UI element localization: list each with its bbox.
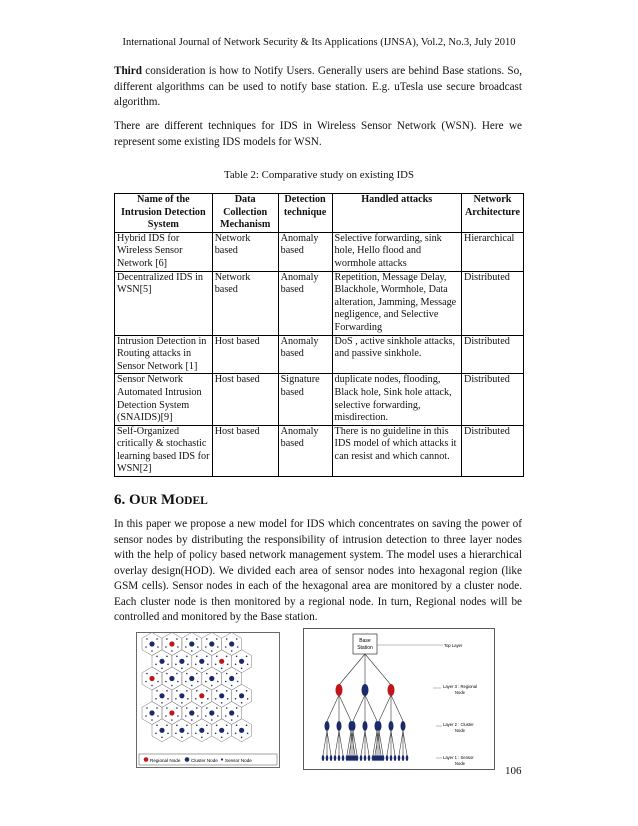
sensor-node bbox=[156, 707, 158, 709]
sensor-node bbox=[166, 690, 168, 692]
table-cell: Distributed bbox=[461, 374, 523, 425]
sensor-node bbox=[206, 725, 208, 727]
sensor-node bbox=[185, 681, 187, 683]
hierarchy-tree-figure bbox=[303, 628, 495, 770]
sensor-node bbox=[226, 638, 228, 640]
table-row bbox=[115, 374, 524, 425]
sensor-node bbox=[334, 755, 337, 761]
sensor-node bbox=[151, 719, 153, 721]
sensor-node bbox=[176, 725, 178, 727]
sensor-node bbox=[386, 755, 389, 761]
sensor-node bbox=[175, 733, 177, 735]
table-cell: Anomaly based bbox=[278, 335, 332, 374]
sensor-node bbox=[186, 690, 188, 692]
sensor-node bbox=[151, 685, 153, 687]
table-header-row bbox=[115, 194, 524, 233]
cluster-node bbox=[199, 728, 204, 733]
table-cell: Self-Organized critically & stochastic learning based IDS for WSN[2] bbox=[115, 425, 213, 476]
sensor-node bbox=[157, 715, 159, 717]
sensor-node bbox=[246, 725, 248, 727]
sensor-node bbox=[330, 755, 333, 761]
table-cell: Selective forwarding, sink hole, Hello flood and wormhole attacks bbox=[332, 232, 461, 271]
sensor-node bbox=[237, 646, 239, 648]
table-cell: Host based bbox=[212, 374, 278, 425]
layer-label: Layer 2 : Cluster bbox=[443, 722, 474, 727]
sensor-node bbox=[157, 681, 159, 683]
sensor-node bbox=[241, 702, 243, 704]
section-title-cap: M bbox=[161, 492, 176, 508]
sensor-node bbox=[171, 685, 173, 687]
sensor-node bbox=[166, 656, 168, 658]
sensor-node bbox=[390, 755, 393, 761]
cluster-node bbox=[337, 721, 342, 731]
table-caption: Table 2: Comparative study on existing IDS bbox=[224, 169, 414, 181]
sensor-node bbox=[186, 656, 188, 658]
table-cell: duplicate nodes, flooding, Black hole, Sink hole attack, selective forwarding, misdirection. bbox=[332, 374, 461, 425]
cluster-node bbox=[377, 721, 382, 731]
header-cell: Name of the Intrusion Detection System bbox=[115, 194, 213, 233]
sensor-node bbox=[195, 698, 197, 700]
sensor-node bbox=[196, 673, 198, 675]
table-cell: Decentralized IDS in WSN[5] bbox=[115, 271, 213, 335]
sensor-node bbox=[175, 664, 177, 666]
sensor-node bbox=[146, 673, 148, 675]
paragraph-third-consideration bbox=[114, 64, 522, 111]
sensor-node bbox=[176, 707, 178, 709]
sensor-node bbox=[227, 698, 229, 700]
sensor-node bbox=[235, 733, 237, 735]
header-cell: Detection technique bbox=[278, 194, 332, 233]
cluster-node bbox=[229, 710, 234, 715]
sensor-node bbox=[195, 733, 197, 735]
sensor-node bbox=[166, 707, 168, 709]
table-row bbox=[115, 232, 524, 271]
table-cell: Intrusion Detection in Routing attacks in Sensor Network [1] bbox=[115, 335, 213, 374]
base-station-box bbox=[353, 634, 377, 654]
sensor-node bbox=[155, 698, 157, 700]
section-title-small: UR bbox=[140, 495, 158, 507]
base-station-label: Station bbox=[357, 645, 373, 651]
table-cell: Distributed bbox=[461, 271, 523, 335]
header-cell: Network Architecture bbox=[461, 194, 523, 233]
sensor-node bbox=[236, 690, 238, 692]
sensor-node bbox=[206, 638, 208, 640]
cluster-node bbox=[169, 676, 174, 681]
sensor-node bbox=[171, 650, 173, 652]
sensor-node bbox=[236, 656, 238, 658]
sensor-node bbox=[326, 755, 329, 761]
cluster-node bbox=[149, 641, 154, 646]
running-header: International Journal of Network Security & Its Applications (IJNSA), Vol.2, No.3, July 2010 bbox=[122, 37, 516, 48]
sensor-node bbox=[217, 681, 219, 683]
sensor-node bbox=[406, 755, 409, 761]
cluster-node bbox=[199, 659, 204, 664]
sensor-node bbox=[241, 668, 243, 670]
sensor-node bbox=[247, 733, 249, 735]
cluster-node bbox=[401, 721, 406, 731]
sensor-node bbox=[166, 673, 168, 675]
sensor-node bbox=[156, 725, 158, 727]
sensor-node bbox=[196, 690, 198, 692]
sensor-node bbox=[231, 685, 233, 687]
sensor-node bbox=[167, 733, 169, 735]
sensor-node bbox=[236, 638, 238, 640]
sensor-node bbox=[356, 755, 359, 761]
sensor-node bbox=[145, 646, 147, 648]
section-title-cap: O bbox=[129, 492, 141, 508]
sensor-node bbox=[235, 698, 237, 700]
sensor-node bbox=[226, 707, 228, 709]
sensor-node bbox=[338, 755, 341, 761]
sensor-node bbox=[225, 715, 227, 717]
sensor-node bbox=[196, 638, 198, 640]
sensor-node bbox=[207, 664, 209, 666]
sensor-node bbox=[201, 702, 203, 704]
section-title-small: ODEL bbox=[175, 495, 208, 507]
layer-label: Node bbox=[455, 728, 466, 733]
sensor-node bbox=[246, 690, 248, 692]
sensor-node bbox=[217, 646, 219, 648]
cluster-node bbox=[209, 641, 214, 646]
sensor-node bbox=[171, 719, 173, 721]
table-cell: DoS , active sinkhole attacks, and passive sinkhole. bbox=[332, 335, 461, 374]
section-number: 6. bbox=[114, 492, 126, 508]
sensor-node bbox=[364, 755, 367, 761]
sensor-node bbox=[176, 638, 178, 640]
sensor-node bbox=[231, 650, 233, 652]
sensor-node bbox=[247, 698, 249, 700]
layer-label: Top Layer bbox=[444, 643, 463, 648]
sensor-node bbox=[151, 650, 153, 652]
cluster-node bbox=[209, 676, 214, 681]
sensor-node bbox=[348, 755, 351, 761]
sensor-node bbox=[187, 733, 189, 735]
sensor-node bbox=[166, 725, 168, 727]
cluster-node bbox=[179, 693, 184, 698]
cluster-node bbox=[229, 641, 234, 646]
sensor-node bbox=[206, 656, 208, 658]
figure-frame bbox=[137, 633, 280, 768]
header-cell: Data Collection Mechanism bbox=[212, 194, 278, 233]
sensor-node bbox=[201, 737, 203, 739]
sensor-node bbox=[211, 650, 213, 652]
sensor-node bbox=[226, 673, 228, 675]
sensor-node bbox=[195, 664, 197, 666]
sensor-node bbox=[161, 702, 163, 704]
sensor-node bbox=[187, 698, 189, 700]
sensor-node bbox=[196, 725, 198, 727]
sensor-node bbox=[185, 646, 187, 648]
sensor-node bbox=[246, 656, 248, 658]
sensor-node bbox=[176, 673, 178, 675]
cluster-node bbox=[149, 710, 154, 715]
cluster-node bbox=[325, 721, 330, 731]
table-cell: Hierarchical bbox=[461, 232, 523, 271]
sensor-node bbox=[165, 646, 167, 648]
sensor-node bbox=[205, 715, 207, 717]
cluster-node bbox=[351, 721, 356, 731]
sensor-node bbox=[247, 664, 249, 666]
sensor-node bbox=[186, 725, 188, 727]
sensor-node bbox=[216, 725, 218, 727]
regional-node bbox=[149, 676, 154, 681]
sensor-node bbox=[181, 668, 183, 670]
sensor-node bbox=[197, 681, 199, 683]
sensor-node bbox=[235, 664, 237, 666]
sensor-node bbox=[236, 707, 238, 709]
sensor-node bbox=[186, 638, 188, 640]
sensor-node bbox=[221, 737, 223, 739]
table-cell: Repetition, Message Delay, Blackhole, Wormhole, Data alteration, Jamming, Message negligence, and Selective Forwarding bbox=[332, 271, 461, 335]
sensor-node bbox=[181, 737, 183, 739]
table-cell: Anomaly based bbox=[278, 425, 332, 476]
cluster-node bbox=[239, 659, 244, 664]
sensor-node bbox=[186, 707, 188, 709]
legend-label: Sensor Node bbox=[225, 758, 252, 763]
table-cell: Sensor Network Automated Intrusion Detection System (SNAIDS)[9] bbox=[115, 374, 213, 425]
page-number: 106 bbox=[505, 765, 522, 777]
sensor-node bbox=[352, 755, 355, 761]
cluster-node bbox=[189, 641, 194, 646]
sensor-node bbox=[196, 707, 198, 709]
paragraph-text: consideration is how to Notify Users. Generally users are behind Base stations. So, different algorithms can be used to notify base station. E.g. uTesla use secure broadcast algorithm. bbox=[114, 65, 522, 108]
table-cell: Signature based bbox=[278, 374, 332, 425]
sensor-node bbox=[161, 668, 163, 670]
sensor-node bbox=[236, 673, 238, 675]
regional-node bbox=[169, 710, 174, 715]
sensor-node bbox=[196, 656, 198, 658]
sensor-node bbox=[322, 755, 325, 761]
regional-node-legend-icon bbox=[144, 757, 149, 762]
sensor-node bbox=[216, 707, 218, 709]
sensor-node bbox=[221, 702, 223, 704]
layer-label: Layer 1 : Sensor bbox=[443, 755, 474, 760]
sensor-node bbox=[342, 755, 345, 761]
sensor-node bbox=[360, 755, 363, 761]
table-cell: Network based bbox=[212, 271, 278, 335]
sensor-node bbox=[146, 638, 148, 640]
cluster-node bbox=[159, 659, 164, 664]
sensor-node bbox=[201, 668, 203, 670]
cluster-node bbox=[159, 693, 164, 698]
sensor-node bbox=[175, 698, 177, 700]
table-cell: Distributed bbox=[461, 335, 523, 374]
sensor-node bbox=[225, 646, 227, 648]
table-cell: Host based bbox=[212, 425, 278, 476]
sensor-node bbox=[177, 715, 179, 717]
table-row bbox=[115, 425, 524, 476]
sensor-node bbox=[156, 638, 158, 640]
sensor-node bbox=[205, 681, 207, 683]
sensor-node bbox=[216, 690, 218, 692]
sensor-node bbox=[237, 681, 239, 683]
sensor-node bbox=[155, 733, 157, 735]
sensor-node bbox=[227, 733, 229, 735]
section-heading bbox=[114, 492, 208, 509]
regional-node bbox=[336, 684, 343, 696]
table-cell: Host based bbox=[212, 335, 278, 374]
sensor-node bbox=[216, 656, 218, 658]
sensor-node bbox=[156, 673, 158, 675]
sensor-node bbox=[374, 755, 377, 761]
legend-label: Regional Node bbox=[150, 758, 181, 763]
hexagon-cells-figure bbox=[136, 632, 280, 768]
sensor-node bbox=[215, 698, 217, 700]
table-cell: Anomaly based bbox=[278, 232, 332, 271]
cluster-node bbox=[209, 710, 214, 715]
sensor-node bbox=[145, 715, 147, 717]
sensor-node bbox=[241, 737, 243, 739]
table-cell: There is no guideline in this IDS model of which attacks it can resist and which cannot. bbox=[332, 425, 461, 476]
cluster-node bbox=[239, 693, 244, 698]
sensor-node bbox=[191, 685, 193, 687]
sensor-node bbox=[226, 690, 228, 692]
legend-label: Cluster Node bbox=[191, 758, 218, 763]
regional-node bbox=[219, 659, 224, 664]
sensor-node bbox=[145, 681, 147, 683]
sensor-node bbox=[161, 737, 163, 739]
cluster-node bbox=[159, 728, 164, 733]
regional-node bbox=[169, 641, 174, 646]
sensor-node bbox=[156, 690, 158, 692]
sensor-node bbox=[146, 707, 148, 709]
table-cell: Hybrid IDS for Wireless Sensor Network [6] bbox=[115, 232, 213, 271]
sensor-node bbox=[211, 719, 213, 721]
table-cell: Distributed bbox=[461, 425, 523, 476]
sensor-node bbox=[402, 755, 405, 761]
sensor-node bbox=[217, 715, 219, 717]
sensor-node bbox=[191, 719, 193, 721]
cluster-node bbox=[219, 728, 224, 733]
sensor-node bbox=[227, 664, 229, 666]
sensor-node bbox=[378, 755, 381, 761]
sensor-node bbox=[226, 656, 228, 658]
sensor-node bbox=[215, 664, 217, 666]
sensor-node bbox=[181, 702, 183, 704]
cluster-node bbox=[389, 721, 394, 731]
sensor-node bbox=[368, 755, 371, 761]
sensor-node bbox=[167, 664, 169, 666]
sensor-node bbox=[206, 707, 208, 709]
cluster-node bbox=[179, 728, 184, 733]
sensor-node bbox=[185, 715, 187, 717]
paragraph-our-model: In this paper we propose a new model for IDS which concentrates on saving the power of sensor nodes by distributing the responsibility of intrusion detection to three layer nodes with the help of policy based network management system. The model uses a hierarchical overlay design(HOD). We divided each area of sensor nodes into hexagonal region (like GSM cells). Sensor nodes in each of the hexagonal area are monitored by a cluster node. Each cluster node is then monitored by a regional node. In turn, Regional nodes will be controlled and monitored by the Base station. bbox=[114, 518, 522, 623]
regional-node bbox=[388, 684, 395, 696]
header-cell: Handled attacks bbox=[332, 194, 461, 233]
sensor-node bbox=[221, 668, 223, 670]
sensor-node bbox=[231, 719, 233, 721]
sensor-node bbox=[176, 690, 178, 692]
layer-label: Node bbox=[455, 761, 466, 766]
sensor-node bbox=[167, 698, 169, 700]
sensor-node bbox=[206, 673, 208, 675]
cluster-node-legend-icon bbox=[185, 757, 190, 762]
sensor-node bbox=[225, 681, 227, 683]
sensor-node bbox=[166, 638, 168, 640]
sensor-node bbox=[165, 715, 167, 717]
figure-frame bbox=[304, 629, 495, 770]
table-row bbox=[115, 335, 524, 374]
sensor-node bbox=[186, 673, 188, 675]
sensor-node bbox=[176, 656, 178, 658]
table-cell: Anomaly based bbox=[278, 271, 332, 335]
sensor-node bbox=[398, 755, 401, 761]
layer-label: Node bbox=[455, 690, 466, 695]
cluster-node bbox=[363, 721, 368, 731]
sensor-node bbox=[236, 725, 238, 727]
cluster-node bbox=[219, 693, 224, 698]
sensor-node bbox=[216, 673, 218, 675]
sensor-node bbox=[155, 664, 157, 666]
sensor-node bbox=[394, 755, 397, 761]
sensor-node bbox=[207, 733, 209, 735]
cluster-node bbox=[239, 728, 244, 733]
layer-label: Layer 3 : Regional bbox=[443, 684, 477, 689]
sensor-node bbox=[165, 681, 167, 683]
sensor-node bbox=[226, 725, 228, 727]
paragraph-bold-lead: Third bbox=[114, 65, 142, 77]
regional-node bbox=[199, 693, 204, 698]
sensor-node bbox=[237, 715, 239, 717]
sensor-node bbox=[177, 646, 179, 648]
cluster-node bbox=[189, 710, 194, 715]
base-station-label: Base bbox=[359, 638, 371, 644]
paragraph-ids-intro: There are different techniques for IDS in Wireless Sensor Network (WSN). Here we represent some existing IDS models for WSN. bbox=[114, 120, 522, 148]
sensor-node-legend-icon bbox=[221, 758, 223, 760]
table-cell: Network based bbox=[212, 232, 278, 271]
sensor-node bbox=[197, 646, 199, 648]
sensor-node bbox=[211, 685, 213, 687]
cluster-node bbox=[189, 676, 194, 681]
sensor-node bbox=[382, 755, 385, 761]
sensor-node bbox=[197, 715, 199, 717]
sensor-node bbox=[207, 698, 209, 700]
sensor-node bbox=[177, 681, 179, 683]
regional-node bbox=[362, 684, 369, 696]
sensor-node bbox=[205, 646, 207, 648]
comparison-table bbox=[114, 193, 524, 477]
sensor-node bbox=[156, 656, 158, 658]
cluster-node bbox=[229, 676, 234, 681]
table-row bbox=[115, 271, 524, 335]
sensor-node bbox=[157, 646, 159, 648]
sensor-node bbox=[191, 650, 193, 652]
sensor-node bbox=[206, 690, 208, 692]
sensor-node bbox=[187, 664, 189, 666]
sensor-node bbox=[216, 638, 218, 640]
cluster-node bbox=[179, 659, 184, 664]
sensor-node bbox=[215, 733, 217, 735]
